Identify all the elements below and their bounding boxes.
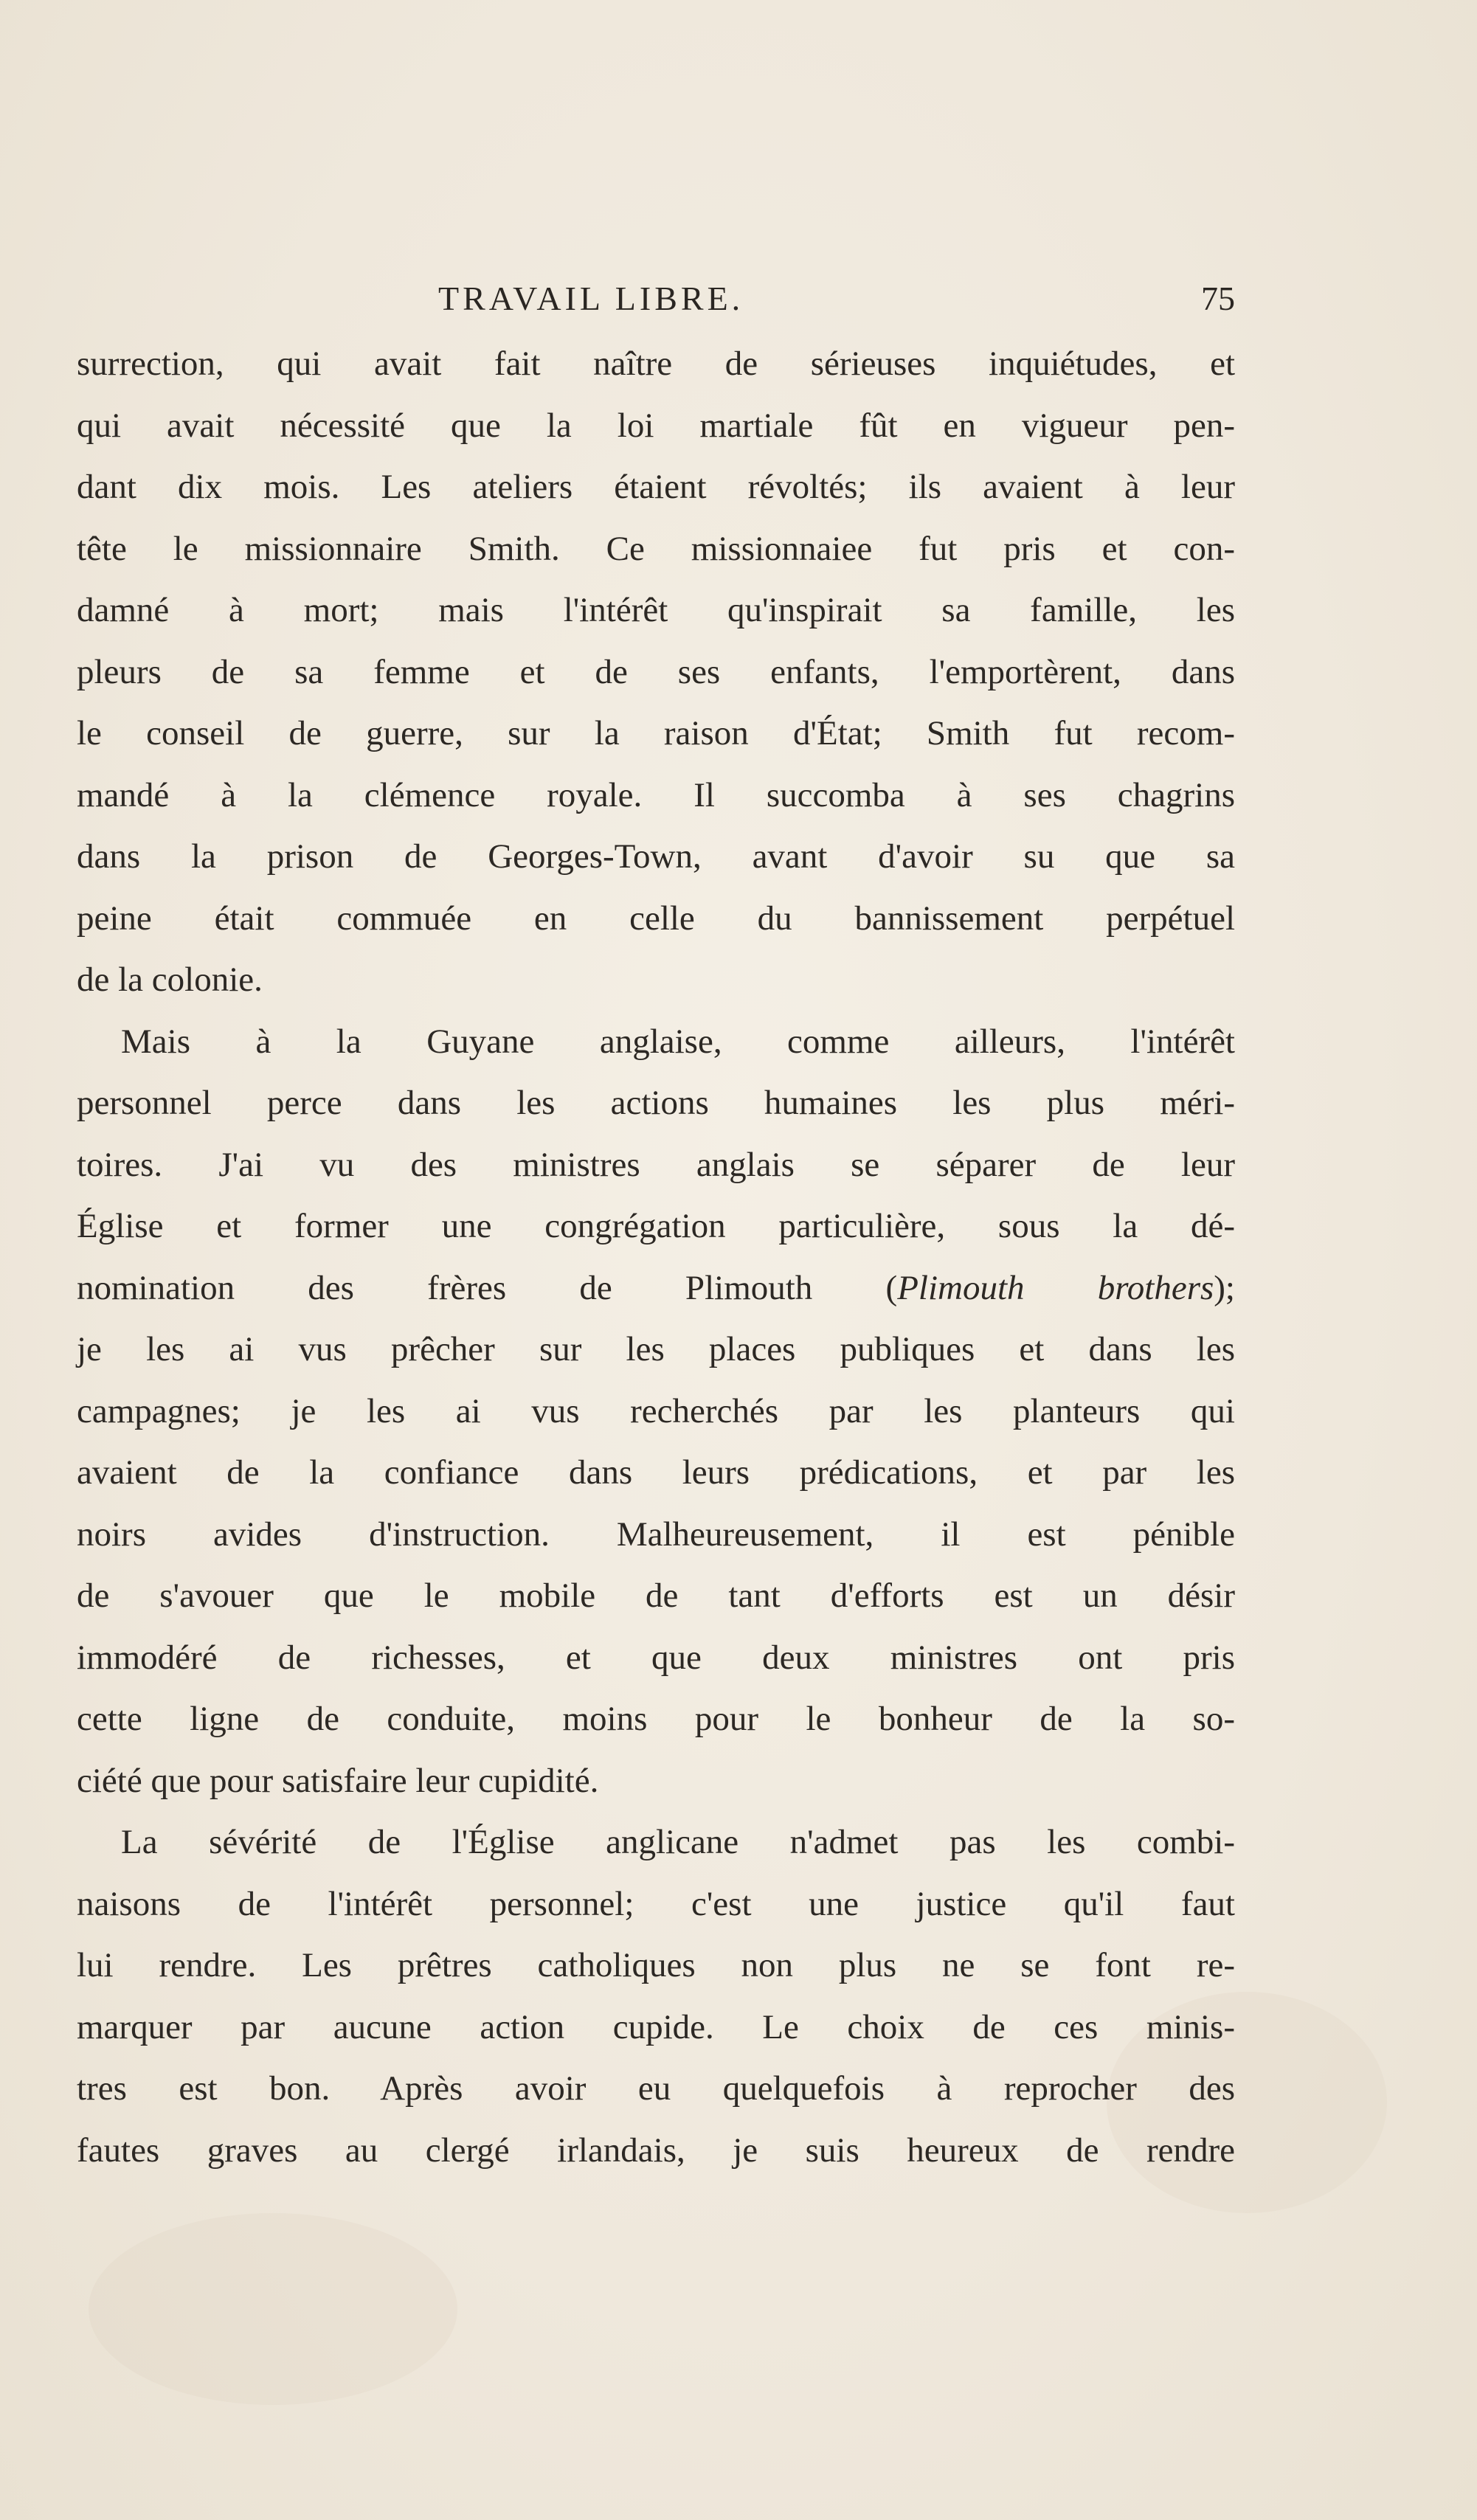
- text-line: noirs avides d'instruction. Malheureusement, il est pénible: [77, 1515, 1235, 1554]
- text-line-with-italic: [77, 1258, 1235, 1320]
- text-segment: );: [1214, 1268, 1235, 1307]
- paragraph-end-line: ciété que pour satisfaire leur cupidité.: [77, 1761, 599, 1800]
- text-line: dans la prison de Georges-Town, avant d'avoir su que sa: [77, 837, 1235, 876]
- text-line: lui rendre. Les prêtres catholiques non plus ne se font re-: [77, 1946, 1235, 1984]
- text-line: campagnes; je les ai vus recherchés par les planteurs qui: [77, 1391, 1235, 1430]
- page-header: [77, 277, 1235, 321]
- text-line: pleurs de sa femme et de ses enfants, l'emportèrent, dans: [77, 652, 1235, 691]
- text-line: qui avait nécessité que la loi martiale fût en vigueur pen-: [77, 406, 1235, 445]
- text-line: je les ai vus prêcher sur les places publiques et dans les: [77, 1330, 1235, 1368]
- text-line: toires. J'ai vu des ministres anglais se séparer de leur: [77, 1145, 1235, 1184]
- text-line: mandé à la clémence royale. Il succomba à ses chagrins: [77, 775, 1235, 814]
- page-number: 75: [1201, 280, 1235, 317]
- text-line: marquer par aucune action cupide. Le choix de ces minis-: [77, 2007, 1235, 2046]
- text-line: personnel perce dans les actions humaines les plus méri-: [77, 1084, 1235, 1122]
- text-line: avaient de la confiance dans leurs prédications, et par les: [77, 1453, 1235, 1492]
- text-line: de s'avouer que le mobile de tant d'efforts est un désir: [77, 1576, 1235, 1615]
- text-line: peine était commuée en celle du bannissement perpétuel: [77, 899, 1235, 938]
- italic-phrase: Plimouth brothers: [897, 1268, 1214, 1307]
- paper-stain: [89, 2213, 457, 2405]
- text-line: dant dix mois. Les ateliers étaient révoltés; ils avaient à leur: [77, 468, 1235, 506]
- text-line: surrection, qui avait fait naître de sérieuses inquiétudes, et: [77, 345, 1235, 383]
- text-line: Église et former une congrégation particulière, sous la dé-: [77, 1207, 1235, 1245]
- text-line: naisons de l'intérêt personnel; c'est une justice qu'il faut: [77, 1884, 1235, 1923]
- paragraph-end-line: de la colonie.: [77, 960, 263, 999]
- text-line: immodéré de richesses, et que deux ministres ont pris: [77, 1638, 1235, 1677]
- paragraph-start-line: La sévérité de l'Église anglicane n'admet pas les combi-: [121, 1823, 1235, 1861]
- text-line: tête le missionnaire Smith. Ce missionnaiee fut pris et con-: [77, 529, 1235, 568]
- paragraph-start-line: Mais à la Guyane anglaise, comme ailleurs, l'intérêt: [121, 1022, 1235, 1061]
- text-line: damné à mort; mais l'intérêt qu'inspirait sa famille, les: [77, 591, 1235, 629]
- text-line: tres est bon. Après avoir eu quelquefois à reprocher des: [77, 2069, 1235, 2108]
- text-line: le conseil de guerre, sur la raison d'État; Smith fut recom-: [77, 714, 1235, 752]
- text-segment: nomination des frères de Plimouth (: [77, 1268, 898, 1307]
- text-line: cette ligne de conduite, moins pour le bonheur de la so-: [77, 1700, 1235, 1738]
- running-title: TRAVAIL LIBRE.: [438, 280, 744, 317]
- page-body-text: [77, 333, 1235, 2181]
- text-line: fautes graves au clergé irlandais, je suis heureux de rendre: [77, 2130, 1235, 2170]
